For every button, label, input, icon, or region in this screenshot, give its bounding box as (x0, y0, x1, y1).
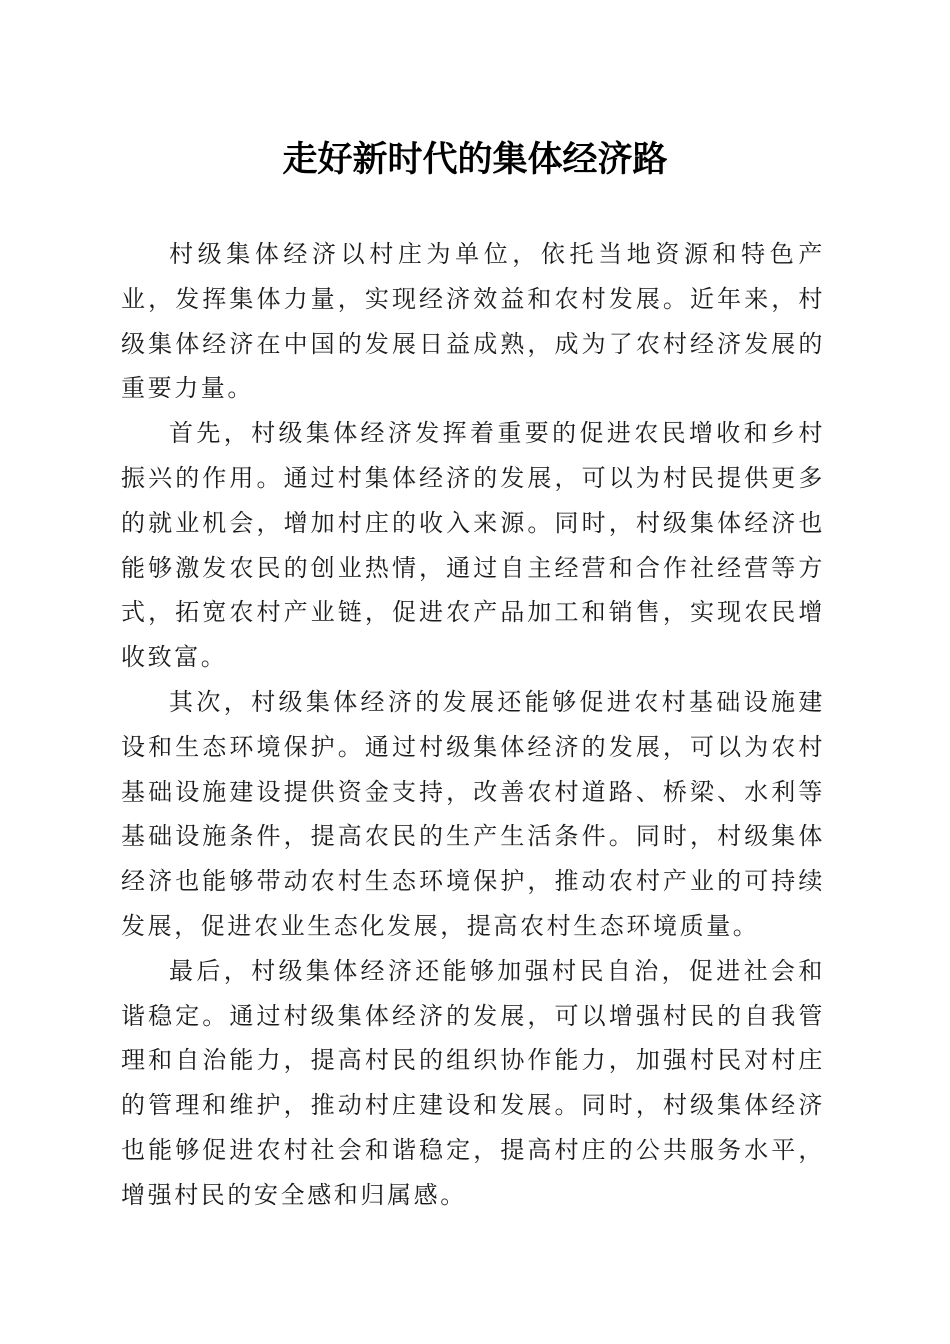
document-body (121, 232, 825, 1218)
paragraph-1: 村级集体经济以村庄为单位，依托当地资源和特色产业，发挥集体力量，实现经济效益和农村发展。近年来，村级集体经济在中国的发展日益成熟，成为了农村经济发展的重要力量。 (121, 240, 825, 403)
paragraph-2: 首先，村级集体经济发挥着重要的促进农民增收和乡村振兴的作用。通过村集体经济的发展，可以为村民提供更多的就业机会，增加村庄的收入来源。同时，村级集体经济也能够激发农民的创业热情，通过自主经营和合作社经营等方式，拓宽农村产业链，促进农产品加工和销售，实现农民增收致富。 (121, 419, 825, 672)
paragraph-4: 最后，村级集体经济还能够加强村民自治，促进社会和谐稳定。通过村级集体经济的发展，可以增强村民的自我管理和自治能力，提高村民的组织协作能力，加强村民对村庄的管理和维护，推动村庄建设和发展。同时，村级集体经济也能够促进农村社会和谐稳定，提高村庄的公共服务水平，增强村民的安全感和归属感。 (121, 956, 825, 1209)
paragraph-3: 其次，村级集体经济的发展还能够促进农村基础设施建设和生态环境保护。通过村级集体经济的发展，可以为农村基础设施建设提供资金支持，改善农村道路、桥梁、水利等基础设施条件，提高农民的生产生活条件。同时，村级集体经济也能够带动农村生态环境保护，推动农村产业的可持续发展，促进农业生态化发展，提高农村生态环境质量。 (121, 687, 825, 940)
document-title: 走好新时代的集体经济路 (282, 139, 668, 180)
